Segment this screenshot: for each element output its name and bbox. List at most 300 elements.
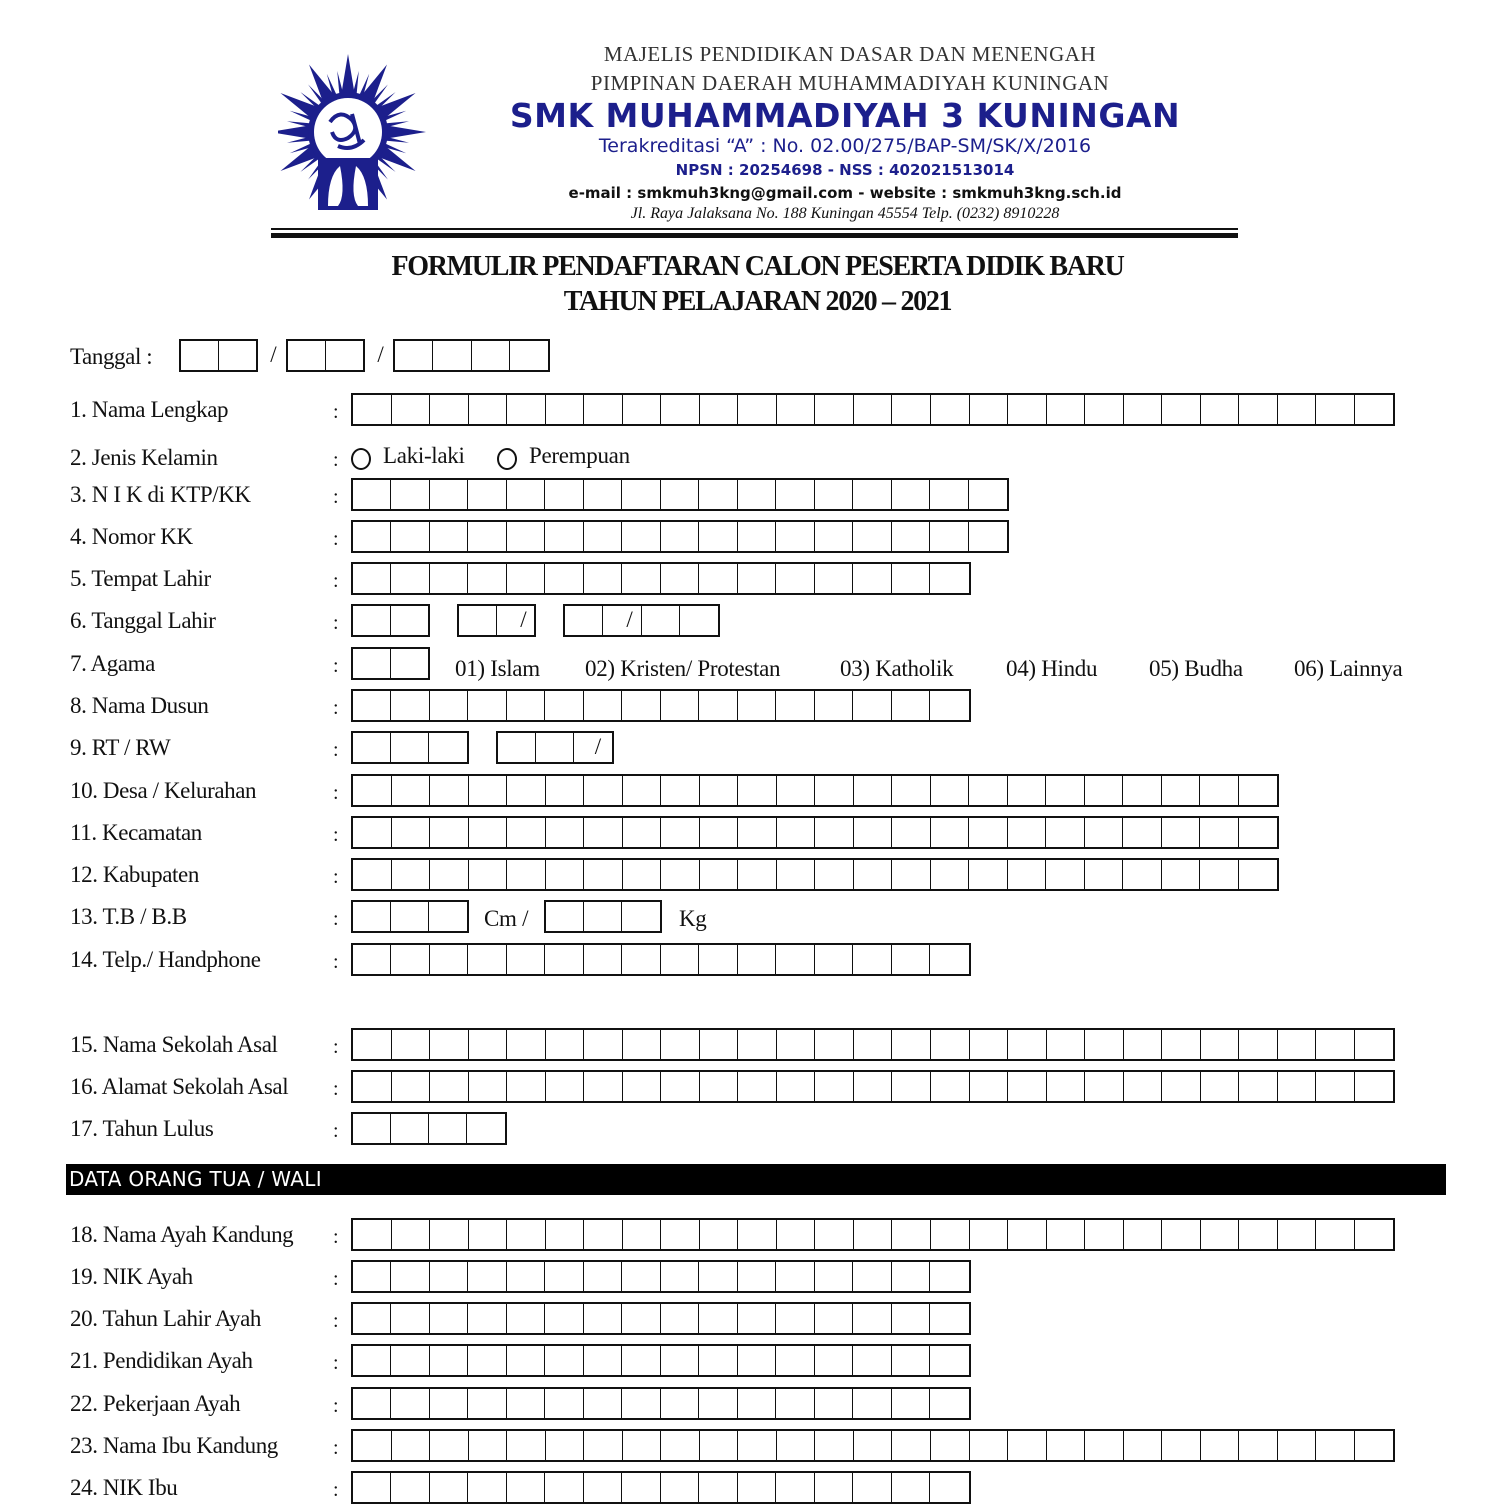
char-box[interactable]	[622, 902, 660, 931]
char-box[interactable]	[1278, 1030, 1317, 1059]
char-box[interactable]	[507, 1346, 545, 1375]
char-box[interactable]	[1355, 1220, 1394, 1249]
char-box[interactable]	[536, 733, 574, 762]
char-box[interactable]	[931, 1072, 970, 1101]
char-box[interactable]	[392, 1220, 431, 1249]
char-box[interactable]	[545, 691, 583, 720]
char-box[interactable]	[815, 1431, 854, 1460]
char-box[interactable]	[1008, 1030, 1047, 1059]
char-box[interactable]	[700, 395, 739, 424]
char-box[interactable]	[430, 776, 469, 805]
char-box[interactable]	[776, 564, 814, 593]
input-boxes[interactable]	[351, 1112, 507, 1145]
char-box[interactable]	[584, 818, 623, 847]
char-box[interactable]	[854, 818, 893, 847]
char-box[interactable]	[623, 1431, 662, 1460]
char-box[interactable]	[469, 1030, 508, 1059]
char-box[interactable]	[584, 1346, 622, 1375]
char-box[interactable]	[468, 480, 506, 509]
input-boxes[interactable]	[351, 816, 1279, 849]
input-boxes[interactable]	[351, 520, 1009, 553]
char-box[interactable]	[1239, 1030, 1278, 1059]
char-box[interactable]	[507, 1220, 546, 1249]
char-box[interactable]	[622, 945, 660, 974]
input-boxes[interactable]	[351, 1302, 971, 1335]
char-box[interactable]	[353, 733, 391, 762]
char-box[interactable]	[1162, 1431, 1201, 1460]
char-box[interactable]	[1162, 1220, 1201, 1249]
char-box[interactable]	[815, 691, 853, 720]
char-box[interactable]	[469, 1220, 508, 1249]
char-box[interactable]	[469, 1072, 508, 1101]
char-box[interactable]	[574, 733, 612, 762]
char-box[interactable]	[853, 1346, 891, 1375]
char-box[interactable]	[622, 691, 660, 720]
char-box[interactable]	[497, 606, 535, 635]
char-box[interactable]	[1316, 1072, 1355, 1101]
char-box[interactable]	[854, 1220, 893, 1249]
char-box[interactable]	[1201, 1072, 1240, 1101]
char-box[interactable]	[815, 776, 854, 805]
char-box[interactable]	[680, 606, 718, 635]
char-box[interactable]	[661, 522, 699, 551]
input-boxes[interactable]	[351, 478, 1009, 511]
char-box[interactable]	[892, 945, 930, 974]
char-box[interactable]	[853, 564, 891, 593]
char-box[interactable]	[353, 480, 391, 509]
char-box[interactable]	[969, 776, 1008, 805]
char-box[interactable]	[353, 860, 392, 889]
char-box[interactable]	[777, 776, 816, 805]
char-box[interactable]	[738, 1346, 776, 1375]
input-boxes[interactable]	[351, 689, 971, 722]
char-box[interactable]	[1008, 860, 1047, 889]
char-box[interactable]	[738, 1030, 777, 1059]
char-box[interactable]	[391, 1304, 429, 1333]
char-box[interactable]	[429, 733, 467, 762]
char-box[interactable]	[1085, 818, 1124, 847]
char-box[interactable]	[815, 945, 853, 974]
char-box[interactable]	[545, 564, 583, 593]
char-box[interactable]	[507, 1389, 545, 1418]
char-box[interactable]	[1316, 1030, 1355, 1059]
char-box[interactable]	[392, 1431, 431, 1460]
char-box[interactable]	[930, 691, 968, 720]
char-box[interactable]	[738, 395, 777, 424]
char-box[interactable]	[1355, 1431, 1394, 1460]
input-boxes[interactable]	[351, 1260, 971, 1293]
char-box[interactable]	[622, 1262, 660, 1291]
char-box[interactable]	[1123, 776, 1162, 805]
char-box[interactable]	[391, 1473, 429, 1502]
char-box[interactable]	[776, 1346, 814, 1375]
char-box[interactable]	[700, 818, 739, 847]
char-box[interactable]	[661, 1030, 700, 1059]
char-box[interactable]	[777, 395, 816, 424]
char-box[interactable]	[931, 1030, 970, 1059]
char-box[interactable]	[930, 1346, 968, 1375]
char-box[interactable]	[853, 945, 891, 974]
char-box[interactable]	[469, 1431, 508, 1460]
char-box[interactable]	[545, 522, 583, 551]
char-box[interactable]	[392, 1072, 431, 1101]
char-box[interactable]	[1355, 395, 1394, 424]
char-box[interactable]	[930, 1304, 968, 1333]
char-box[interactable]	[430, 564, 468, 593]
char-box[interactable]	[661, 860, 700, 889]
char-box[interactable]	[661, 1072, 700, 1101]
char-box[interactable]	[699, 564, 737, 593]
char-box[interactable]	[661, 395, 700, 424]
char-box[interactable]	[738, 860, 777, 889]
char-box[interactable]	[468, 945, 506, 974]
input-boxes[interactable]	[351, 1429, 1395, 1462]
char-box[interactable]	[892, 1262, 930, 1291]
char-box[interactable]	[1162, 1030, 1201, 1059]
char-box[interactable]	[776, 1389, 814, 1418]
char-box[interactable]	[931, 1220, 970, 1249]
char-box[interactable]	[1124, 1030, 1163, 1059]
char-box[interactable]	[395, 341, 433, 370]
char-box[interactable]	[584, 1389, 622, 1418]
char-box[interactable]	[1085, 1030, 1124, 1059]
char-box[interactable]	[507, 945, 545, 974]
char-box[interactable]	[892, 1304, 930, 1333]
char-box[interactable]	[353, 776, 392, 805]
char-box[interactable]	[853, 691, 891, 720]
char-box[interactable]	[546, 1431, 585, 1460]
char-box[interactable]	[1201, 1030, 1240, 1059]
char-box[interactable]	[930, 1389, 968, 1418]
char-box[interactable]	[507, 1473, 545, 1502]
char-box[interactable]	[353, 1262, 391, 1291]
char-box[interactable]	[777, 818, 816, 847]
char-box[interactable]	[661, 1431, 700, 1460]
char-box[interactable]	[931, 1431, 970, 1460]
char-box[interactable]	[430, 1346, 468, 1375]
char-box[interactable]	[622, 1346, 660, 1375]
char-box[interactable]	[468, 564, 506, 593]
char-box[interactable]	[699, 1473, 737, 1502]
char-box[interactable]	[969, 480, 1007, 509]
char-box[interactable]	[699, 1389, 737, 1418]
char-box[interactable]	[892, 691, 930, 720]
char-box[interactable]	[970, 1220, 1009, 1249]
char-box[interactable]	[776, 480, 814, 509]
char-box[interactable]	[738, 691, 776, 720]
char-box[interactable]	[815, 480, 853, 509]
char-box[interactable]	[623, 1030, 662, 1059]
char-box[interactable]	[1046, 776, 1085, 805]
char-box[interactable]	[468, 522, 506, 551]
radio-perempuan[interactable]	[497, 448, 517, 470]
char-box[interactable]	[699, 945, 737, 974]
char-box[interactable]	[392, 860, 431, 889]
char-box[interactable]	[892, 522, 930, 551]
char-box[interactable]	[738, 1262, 776, 1291]
char-box[interactable]	[892, 1431, 931, 1460]
char-box[interactable]	[507, 564, 545, 593]
char-box[interactable]	[1200, 818, 1239, 847]
char-box[interactable]	[1162, 395, 1201, 424]
input-boxes[interactable]	[351, 858, 1279, 891]
char-box[interactable]	[969, 818, 1008, 847]
char-box[interactable]	[969, 860, 1008, 889]
input-boxes[interactable]	[351, 1387, 971, 1420]
char-box[interactable]	[1201, 1220, 1240, 1249]
char-box[interactable]	[661, 1473, 699, 1502]
char-box[interactable]	[892, 1030, 931, 1059]
char-box[interactable]	[1278, 1220, 1317, 1249]
char-box[interactable]	[931, 776, 970, 805]
char-box[interactable]	[353, 1431, 392, 1460]
char-box[interactable]	[1162, 1072, 1201, 1101]
char-box[interactable]	[507, 776, 546, 805]
char-box[interactable]	[1047, 395, 1086, 424]
char-box[interactable]	[892, 1389, 930, 1418]
char-box[interactable]	[776, 691, 814, 720]
char-box[interactable]	[815, 395, 854, 424]
char-box[interactable]	[468, 1304, 506, 1333]
char-box[interactable]	[661, 1346, 699, 1375]
char-box[interactable]	[623, 776, 662, 805]
char-box[interactable]	[507, 1262, 545, 1291]
char-box[interactable]	[892, 860, 931, 889]
char-box[interactable]	[777, 1030, 816, 1059]
char-box[interactable]	[468, 1389, 506, 1418]
char-box[interactable]	[430, 945, 468, 974]
char-box[interactable]	[546, 818, 585, 847]
char-box[interactable]	[1008, 1072, 1047, 1101]
char-box[interactable]	[584, 945, 622, 974]
char-box[interactable]	[546, 395, 585, 424]
char-box[interactable]	[1123, 860, 1162, 889]
char-box[interactable]	[815, 1473, 853, 1502]
char-box[interactable]	[892, 564, 930, 593]
char-box[interactable]	[353, 1346, 391, 1375]
char-box[interactable]	[1085, 1072, 1124, 1101]
char-box[interactable]	[738, 818, 777, 847]
char-box[interactable]	[430, 860, 469, 889]
char-box[interactable]	[815, 1262, 853, 1291]
radio-laki-laki[interactable]	[351, 448, 371, 470]
char-box[interactable]	[853, 1304, 891, 1333]
char-box[interactable]	[815, 1346, 853, 1375]
char-box[interactable]	[468, 1346, 506, 1375]
char-box[interactable]	[892, 480, 930, 509]
char-box[interactable]	[546, 860, 585, 889]
input-boxes[interactable]	[393, 339, 549, 372]
char-box[interactable]	[1085, 860, 1124, 889]
char-box[interactable]	[661, 480, 699, 509]
char-box[interactable]	[353, 395, 392, 424]
char-box[interactable]	[622, 1389, 660, 1418]
char-box[interactable]	[353, 1220, 392, 1249]
char-box[interactable]	[700, 1072, 739, 1101]
char-box[interactable]	[391, 1114, 429, 1143]
char-box[interactable]	[430, 1431, 469, 1460]
char-box[interactable]	[930, 1473, 968, 1502]
char-box[interactable]	[892, 395, 931, 424]
char-box[interactable]	[507, 522, 545, 551]
char-box[interactable]	[699, 1346, 737, 1375]
input-boxes[interactable]	[286, 339, 365, 372]
char-box[interactable]	[430, 818, 469, 847]
char-box[interactable]	[623, 395, 662, 424]
char-box[interactable]	[930, 1262, 968, 1291]
char-box[interactable]	[815, 818, 854, 847]
char-box[interactable]	[565, 606, 603, 635]
char-box[interactable]	[815, 860, 854, 889]
char-box[interactable]	[469, 818, 508, 847]
char-box[interactable]	[353, 1473, 391, 1502]
char-box[interactable]	[1278, 1431, 1317, 1460]
input-boxes[interactable]	[351, 647, 430, 680]
char-box[interactable]	[546, 1030, 585, 1059]
char-box[interactable]	[970, 395, 1009, 424]
char-box[interactable]	[1047, 1220, 1086, 1249]
char-box[interactable]	[1008, 1431, 1047, 1460]
input-boxes[interactable]	[351, 1028, 1395, 1061]
char-box[interactable]	[1008, 776, 1047, 805]
char-box[interactable]	[391, 1346, 429, 1375]
char-box[interactable]	[931, 860, 970, 889]
char-box[interactable]	[738, 1389, 776, 1418]
char-box[interactable]	[353, 1304, 391, 1333]
char-box[interactable]	[700, 1431, 739, 1460]
char-box[interactable]	[584, 1220, 623, 1249]
char-box[interactable]	[468, 1262, 506, 1291]
char-box[interactable]	[391, 691, 429, 720]
char-box[interactable]	[1162, 776, 1201, 805]
char-box[interactable]	[353, 902, 391, 931]
char-box[interactable]	[584, 522, 622, 551]
char-box[interactable]	[391, 945, 429, 974]
char-box[interactable]	[1355, 1030, 1394, 1059]
char-box[interactable]	[1200, 860, 1239, 889]
char-box[interactable]	[353, 649, 391, 678]
char-box[interactable]	[854, 776, 893, 805]
char-box[interactable]	[623, 1220, 662, 1249]
char-box[interactable]	[545, 480, 583, 509]
char-box[interactable]	[623, 860, 662, 889]
char-box[interactable]	[459, 606, 497, 635]
char-box[interactable]	[622, 1473, 660, 1502]
char-box[interactable]	[661, 1304, 699, 1333]
char-box[interactable]	[1316, 1431, 1355, 1460]
char-box[interactable]	[661, 945, 699, 974]
input-boxes[interactable]	[351, 731, 469, 764]
char-box[interactable]	[219, 341, 257, 370]
char-box[interactable]	[1239, 860, 1278, 889]
input-boxes[interactable]	[179, 339, 258, 372]
char-box[interactable]	[661, 691, 699, 720]
char-box[interactable]	[468, 691, 506, 720]
char-box[interactable]	[699, 522, 737, 551]
char-box[interactable]	[1239, 1072, 1278, 1101]
char-box[interactable]	[1239, 395, 1278, 424]
char-box[interactable]	[469, 860, 508, 889]
char-box[interactable]	[584, 776, 623, 805]
char-box[interactable]	[661, 1389, 699, 1418]
char-box[interactable]	[930, 564, 968, 593]
char-box[interactable]	[1085, 776, 1124, 805]
char-box[interactable]	[1124, 1431, 1163, 1460]
char-box[interactable]	[777, 860, 816, 889]
char-box[interactable]	[430, 395, 469, 424]
char-box[interactable]	[1124, 1072, 1163, 1101]
char-box[interactable]	[776, 522, 814, 551]
char-box[interactable]	[391, 1262, 429, 1291]
char-box[interactable]	[498, 733, 536, 762]
char-box[interactable]	[738, 776, 777, 805]
char-box[interactable]	[815, 564, 853, 593]
char-box[interactable]	[584, 860, 623, 889]
char-box[interactable]	[1239, 1220, 1278, 1249]
char-box[interactable]	[776, 1473, 814, 1502]
char-box[interactable]	[661, 818, 700, 847]
char-box[interactable]	[507, 818, 546, 847]
char-box[interactable]	[353, 606, 391, 635]
char-box[interactable]	[510, 341, 548, 370]
char-box[interactable]	[1008, 395, 1047, 424]
char-box[interactable]	[430, 1220, 469, 1249]
input-boxes[interactable]	[457, 604, 536, 637]
char-box[interactable]	[815, 1072, 854, 1101]
char-box[interactable]	[391, 1389, 429, 1418]
char-box[interactable]	[815, 1220, 854, 1249]
char-box[interactable]	[430, 1262, 468, 1291]
char-box[interactable]	[738, 480, 776, 509]
char-box[interactable]	[433, 341, 471, 370]
char-box[interactable]	[970, 1431, 1009, 1460]
char-box[interactable]	[1124, 395, 1163, 424]
char-box[interactable]	[1085, 1431, 1124, 1460]
char-box[interactable]	[353, 691, 391, 720]
char-box[interactable]	[738, 1431, 777, 1460]
char-box[interactable]	[930, 522, 968, 551]
char-box[interactable]	[661, 776, 700, 805]
char-box[interactable]	[853, 480, 891, 509]
char-box[interactable]	[546, 776, 585, 805]
char-box[interactable]	[429, 902, 467, 931]
char-box[interactable]	[584, 480, 622, 509]
char-box[interactable]	[1085, 395, 1124, 424]
char-box[interactable]	[1085, 1220, 1124, 1249]
char-box[interactable]	[776, 1262, 814, 1291]
char-box[interactable]	[700, 776, 739, 805]
char-box[interactable]	[622, 522, 660, 551]
char-box[interactable]	[699, 691, 737, 720]
char-box[interactable]	[892, 1072, 931, 1101]
char-box[interactable]	[854, 860, 893, 889]
char-box[interactable]	[1278, 395, 1317, 424]
char-box[interactable]	[584, 1030, 623, 1059]
char-box[interactable]	[391, 564, 429, 593]
char-box[interactable]	[546, 1072, 585, 1101]
char-box[interactable]	[1316, 395, 1355, 424]
char-box[interactable]	[738, 945, 776, 974]
char-box[interactable]	[472, 341, 510, 370]
char-box[interactable]	[430, 480, 468, 509]
char-box[interactable]	[507, 1304, 545, 1333]
input-boxes[interactable]	[351, 393, 1395, 426]
char-box[interactable]	[777, 1072, 816, 1101]
input-boxes[interactable]	[563, 604, 719, 637]
height-input-boxes[interactable]	[351, 900, 469, 933]
input-boxes[interactable]	[351, 1218, 1395, 1251]
char-box[interactable]	[468, 1473, 506, 1502]
